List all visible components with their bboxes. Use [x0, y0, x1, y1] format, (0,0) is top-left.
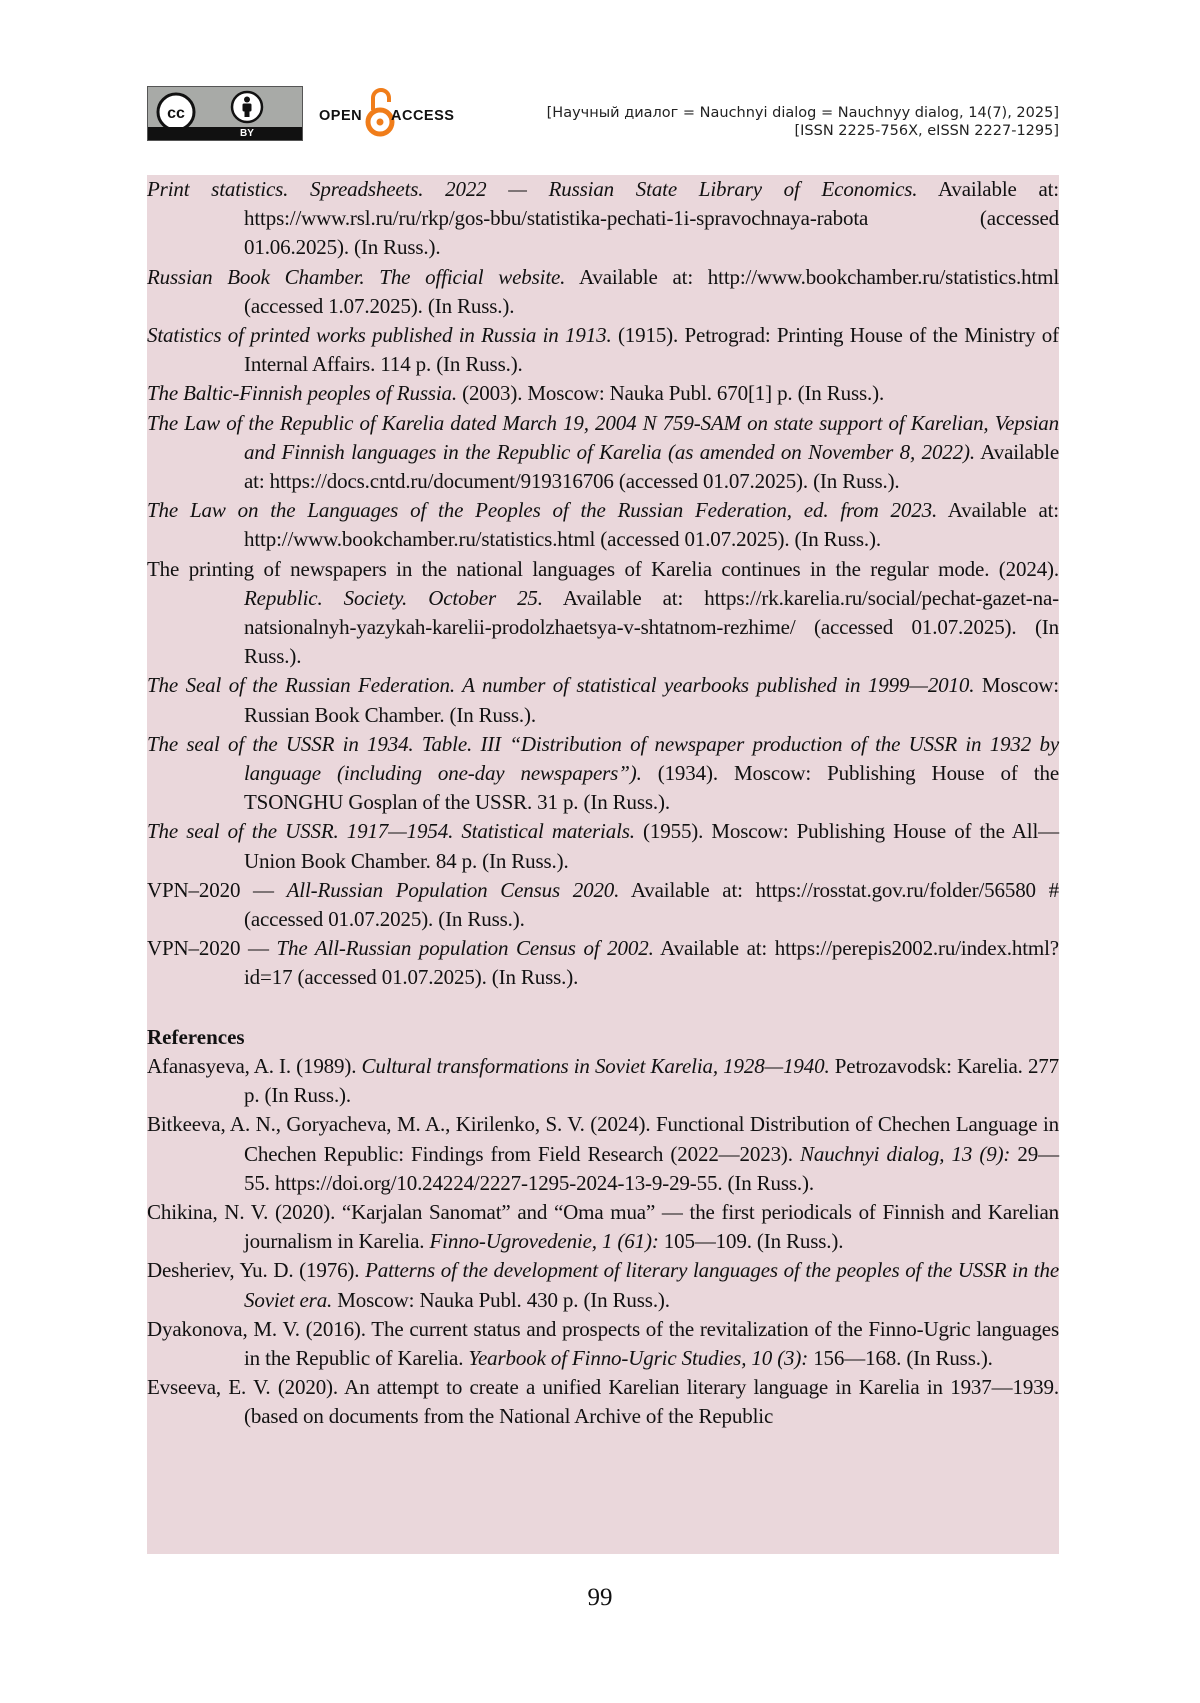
citation-line-2: [ISSN 2225-756X, eISSN 2227-1295]	[794, 123, 1059, 139]
page-header	[147, 86, 1059, 142]
reference-entry: Afanasyeva, A. I. (1989). Cultural transformations in Soviet Karelia, 1928—1940. Petrozavodsk: Karelia. 277 p. (In Russ.).	[147, 1053, 1060, 1108]
open-access-logo	[319, 86, 469, 142]
open-access-left-text: OPEN	[319, 108, 363, 124]
citation-line-1: [Научный диалог = Nauchnyi dialog = Nauchnyy dialog, 14(7), 2025]	[546, 105, 1059, 121]
source-entry: The printing of newspapers in the national languages of Karelia continues in the regular mode. (2024). Republic. Society. October 25. Available at: https://rk.karelia.ru/social/pechat-gazet-na-natsionalnyh-yazykah-karelii-prodolzhaetsya-v-shtatnom-rezhime/ (accessed 01.07.2025). (In Russ.).	[147, 556, 1059, 669]
page-number: 99	[587, 1584, 613, 1611]
sources-list	[147, 175, 1059, 993]
license-label-bar	[148, 127, 302, 140]
reference-entry: Desheriev, Yu. D. (1976). Patterns of the development of literary languages of the peoples of the USSR in the Soviet era. Moscow: Nauka Publ. 430 p. (In Russ.).	[147, 1258, 1059, 1312]
references-list	[147, 1052, 1059, 1432]
svg-text:cc: cc	[167, 105, 185, 122]
attribution-person-icon	[230, 90, 264, 124]
source-entry: The Law of the Republic of Karelia dated March 19, 2004 N 759-SAM on state support of Karelian, Vepsian and Finnish languages in the Republic of Karelia (as amended on November 8, 2022). Available at: https://docs.cntd.ru/document/919316706 (accessed 01.07.2025). (In Russ.).	[147, 410, 1059, 494]
source-entry: The Seal of the Russian Federation. A number of statistical yearbooks published in 1999—2010. Moscow: Russian Book Chamber. (In Russ.).	[147, 673, 1059, 727]
open-access-right-text: ACCESS	[391, 108, 455, 124]
source-entry: Statistics of printed works published in Russia in 1913. (1915). Petrograd: Printing House of the Ministry of Internal Affairs. 114 p. (In Russ.).	[147, 323, 1059, 377]
source-entry: The Baltic-Finnish peoples of Russia. (2003). Moscow: Nauka Publ. 670[1] p. (In Russ.).	[147, 381, 885, 406]
creative-commons-icon	[156, 92, 196, 132]
source-entry: Print statistics. Spreadsheets. 2022 — Russian State Library of Economics. Available at: https://www.rsl.ru/ru/rkp/gos-bbu/statistika-pechati-1i-spravochnaya-rabota (accessed 01.06.2025). (In Russ.).	[147, 177, 1059, 260]
reference-entry: Dyakonova, M. V. (2016). The current status and prospects of the revitalization of the Finno-Ugric languages in the Republic of Karelia. Yearbook of Finno-Ugric Studies, 10 (3): 156—168. (In Russ.).	[147, 1316, 1059, 1370]
reference-entry: Bitkeeva, A. N., Goryacheva, M. A., Kirilenko, S. V. (2024). Functional Distribution of Chechen Language in Chechen Republic: Findings from Field Research (2022—2023). Nauchnyi dialog, 13 (9): 29—55. https://doi.org/10.24224/2227-1295-2024-13-9-29-55. (In Russ.).	[147, 1112, 1059, 1195]
reference-entry: Evseeva, E. V. (2020). An attempt to create a unified Karelian literary language in Karelia in 1937—1939. (based on documents from the National Archive of the Republic	[147, 1375, 1059, 1429]
source-entry: The seal of the USSR in 1934. Table. III “Distribution of newspaper production of the USSR in 1932 by language (including one-day newspapers”). (1934). Moscow: Publishing House of the TSONGHU Gosplan of the USSR. 31 p. (In Russ.).	[147, 731, 1059, 815]
reference-entry: Chikina, N. V. (2020). “Karjalan Sanomat” and “Oma mua” — the first periodicals of Finnish and Karelian journalism in Karelia. Finno-Ugrovedenie, 1 (61): 105—109. (In Russ.).	[147, 1199, 1059, 1254]
source-entry: VPN–2020 — The All-Russian population Census of 2002. Available at: https://perepis2002.ru/index.html?id=17 (accessed 01.07.2025). (In Russ.).	[147, 936, 1059, 990]
source-entry: The seal of the USSR. 1917—1954. Statistical materials. (1955). Moscow: Publishing House of the All—Union Book Chamber. 84 p. (In Russ.).	[147, 819, 1059, 873]
source-entry: Russian Book Chamber. The official website. Available at: http://www.bookchamber.ru/statistics.html (accessed 1.07.2025). (In Russ.).	[147, 264, 1060, 318]
cc-by-license-badge[interactable]	[147, 86, 303, 141]
source-entry: VPN–2020 — All-Russian Population Census 2020. Available at: https://rosstat.gov.ru/folder/56580 # (accessed 01.07.2025). (In Russ.).	[147, 877, 1059, 932]
references-heading: References	[147, 1024, 245, 1049]
bibliography-block	[147, 175, 1059, 1554]
source-entry: The Law on the Languages of the Peoples of the Russian Federation, ed. from 2023. Available at: http://www.bookchamber.ru/statistics.html (accessed 01.07.2025). (In Russ.).	[147, 498, 1059, 552]
license-label: BY	[240, 128, 254, 139]
journal-citation	[547, 104, 1059, 140]
